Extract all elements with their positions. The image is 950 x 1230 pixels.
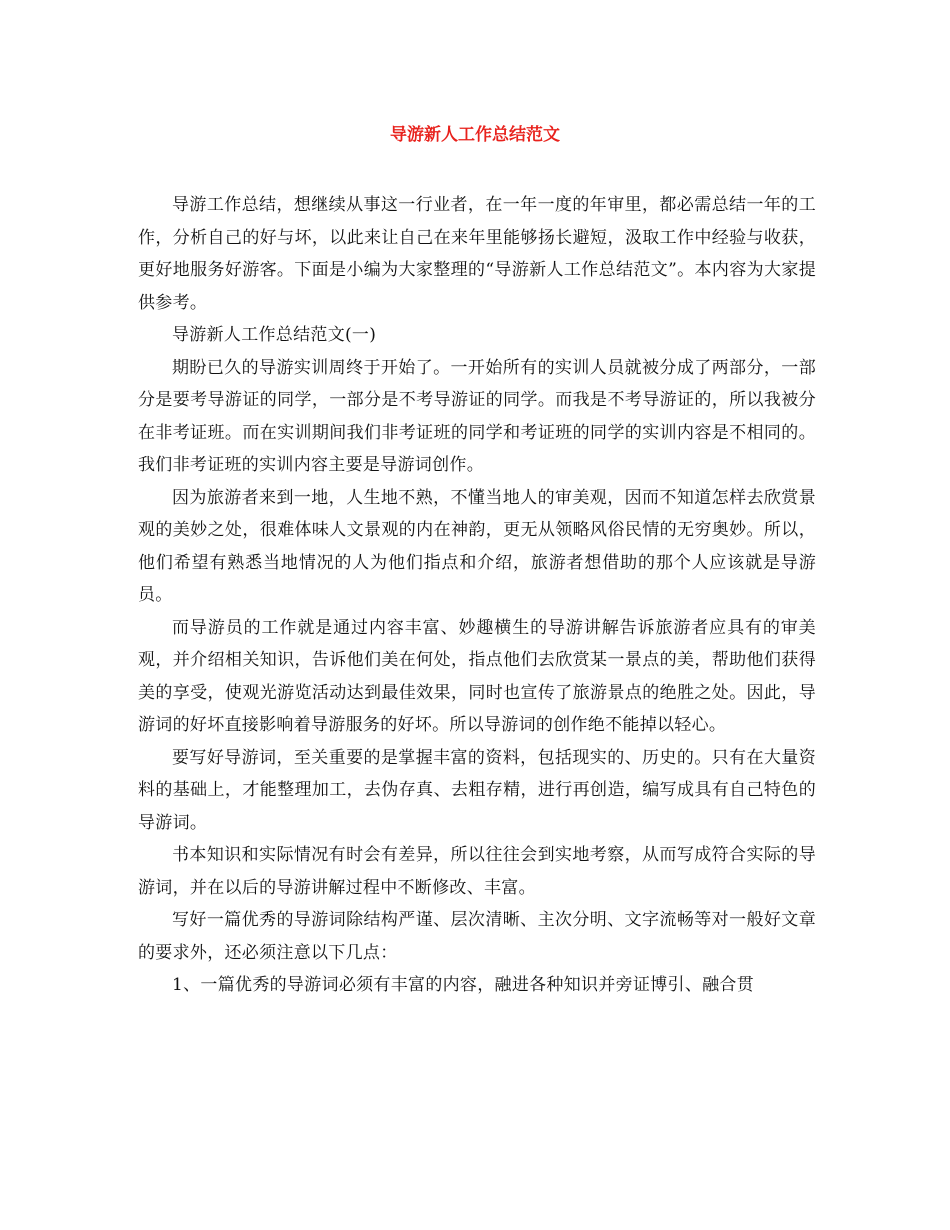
paragraph: 因为旅游者来到一地，人生地不熟，不懂当地人的审美观，因而不知道怎样去欣赏景观的美妙之处，很难体味人文景观的内在神韵，更无从领略风俗民情的无穷奥妙。所以，他们希望有熟悉当地情况的人为他们指点和介绍，旅游者想借助的那个人应该就是导游员。: [138, 487, 816, 605]
list-item: 1、一篇优秀的导游词必须有丰富的内容，融进各种知识并旁证博引、融合贯: [172, 975, 755, 995]
section-heading: 导游新人工作总结范文(一): [172, 325, 377, 345]
document-body: [138, 189, 816, 1002]
paragraph-intro: 导游工作总结，想继续从事这一行业者，在一年一度的年审里，都必需总结一年的工作，分析自己的好与坏，以此来让自己在来年里能够扬长避短，汲取工作中经验与收获，更好地服务好游客。下面是小编为大家整理的“导游新人工作总结范文”。本内容为大家提供参考。: [138, 195, 816, 313]
paragraph: 要写好导游词，至关重要的是掌握丰富的资料，包括现实的、历史的。只有在大量资料的基础上，才能整理加工，去伪存真、去粗存精，进行再创造，编写成具有自己特色的导游词。: [138, 747, 816, 833]
paragraph: 书本知识和实际情况有时会有差异，所以往往会到实地考察，从而写成符合实际的导游词，并在以后的导游讲解过程中不断修改、丰富。: [138, 845, 816, 898]
paragraph: 写好一篇优秀的导游词除结构严谨、层次清晰、主次分明、文字流畅等对一般好文章的要求外，还必须注意以下几点：: [138, 910, 816, 963]
paragraph: 而导游员的工作就是通过内容丰富、妙趣横生的导游讲解告诉旅游者应具有的审美观，并介绍相关知识，告诉他们美在何处，指点他们去欣赏某一景点的美，帮助他们获得美的享受，使观光游览活动达到最佳效果，同时也宣传了旅游景点的绝胜之处。因此，导游词的好坏直接影响着导游服务的好坏。所以导游词的创作绝不能掉以轻心。: [138, 617, 816, 735]
document-title: 导游新人工作总结范文: [390, 125, 560, 145]
paragraph: 期盼已久的导游实训周终于开始了。一开始所有的实训人员就被分成了两部分，一部分是要考导游证的同学，一部分是不考导游证的同学。而我是不考导游证的，所以我被分在非考证班。而在实训期间我们非考证班的同学和考证班的同学的实训内容是不相同的。我们非考证班的实训内容主要是导游词创作。: [138, 357, 816, 475]
